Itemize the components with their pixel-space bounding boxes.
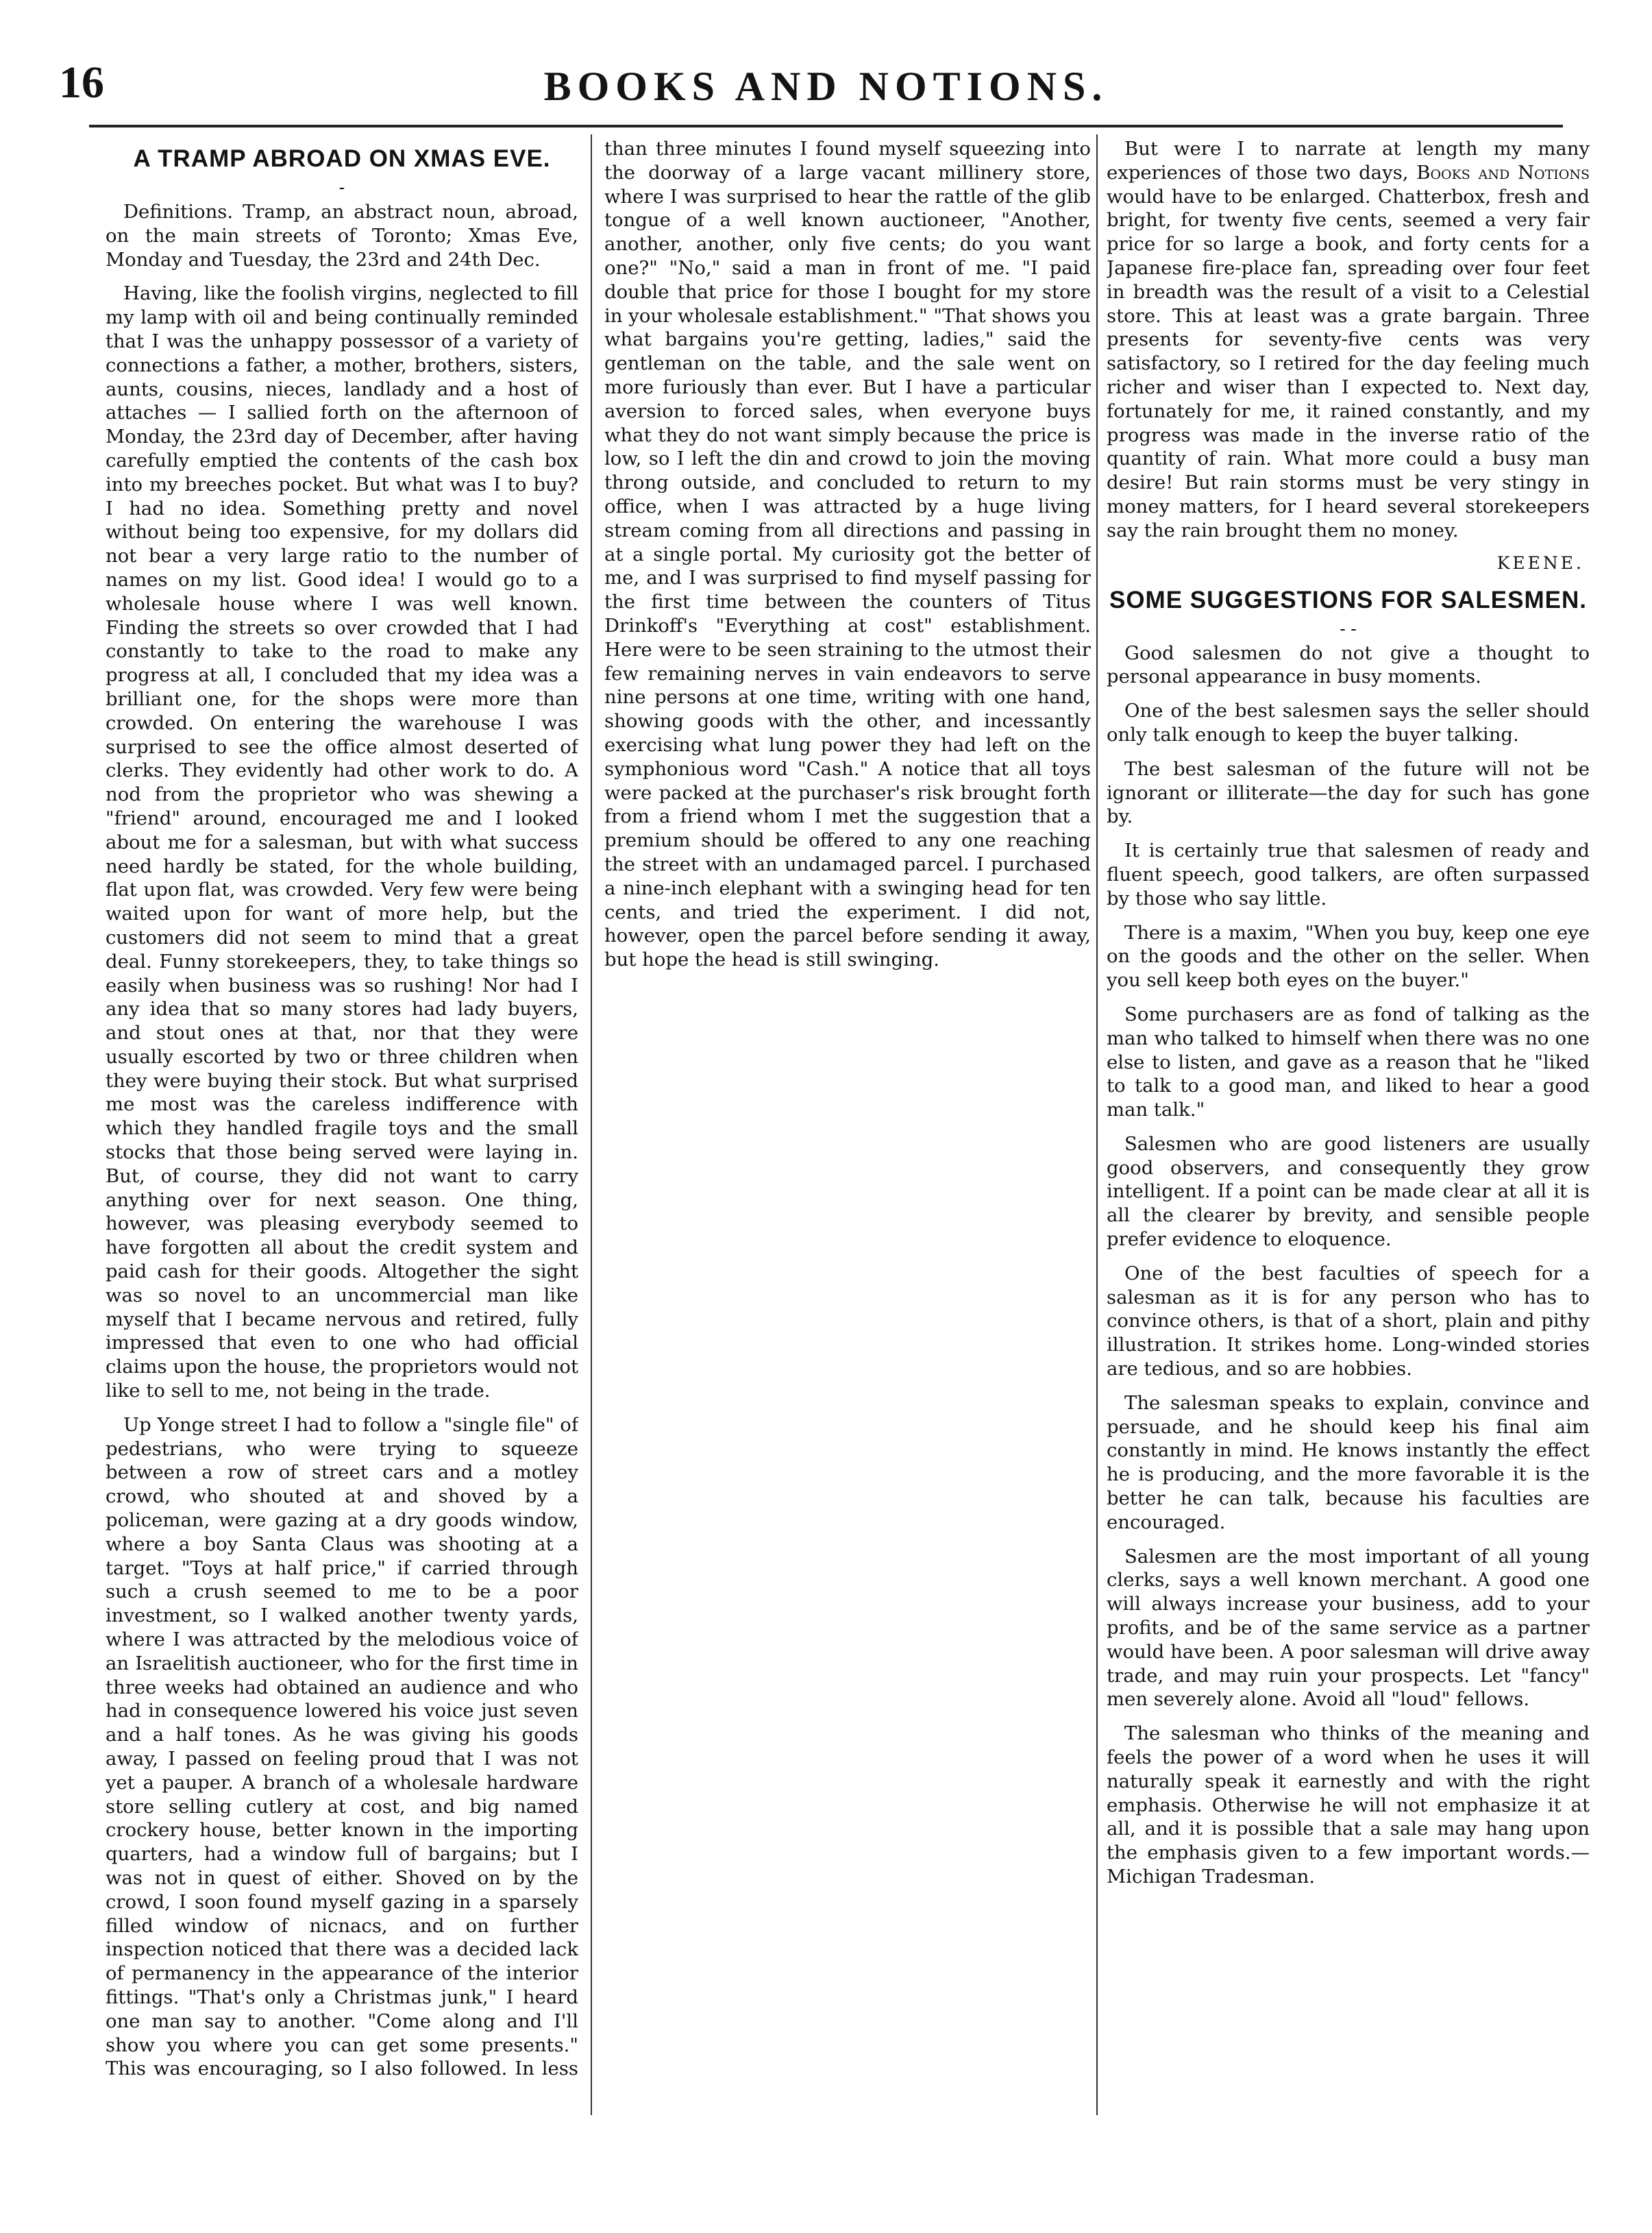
article-paragraph: One of the best salesmen says the seller should only talk enough to keep the buyer talking. xyxy=(1107,700,1590,746)
column-2 xyxy=(604,137,1091,2111)
article-paragraph: Having, like the foolish virgins, neglected to fill my lamp with oil and being continually reminded that I was the unhappy possessor of a variety of connections a father, a mother, brothers, sisters, aunts, cousins, nieces, landlady and a host of attaches — I sallied forth on the afternoon of Monday, the 23rd day of December, after having carefully emptied the contents of the cash box into my breeches pocket. But what was I to buy? I had no idea. Something pretty and novel without being too expensive, for my dollars did not bear a very large ratio to the number of names on my list. Good idea! I would go to a wholesale house where I was well known. Finding the streets so over crowded that I had constantly to take to the road to make any progress at all, I concluded that my idea was a brilliant one, for the shops were more than crowded. On entering the warehouse I was surprised to see the office almost deserted of clerks. They evidently had other work to do. A nod from the proprietor who was shewing a "friend" around, encouraged me and I looked about me for a salesman, but with what success need hardly be stated, for the whole building, flat upon flat, was crowded. Very few were being waited upon for want of more help, but the customers did not seem to mind that a great deal. Funny storekeepers, they, to take things so easily when business was so rushing! Nor had I any idea that so many stores had lady buyers, and stout ones at that, nor that they were usually escorted by two or three children when they were buying their stock. But what surprised me most was the careless indifference with which they handled fragile toys and the small stocks that those being served were laying in. But, of course, they did not want to carry anything over for next season. One thing, however, was pleasing everybody seemed to have forgotten all about the credit system and paid cash for their goods. Altogether the sight was so novel to an uncommercial man like myself that I became nervous and retired, fully impressed that even to one who had official claims upon the house, the proprietors would not like to sell to me, not being in the trade. xyxy=(106,282,578,1402)
column-divider xyxy=(1096,134,1098,2115)
title-dash: - xyxy=(338,177,345,197)
article-paragraph-continued: Up Yonge street I had to follow a "single file" of pedestrians, who were trying to squeeze between a row of street cars and a motley crowd, who shouted at and shoved by a policeman, were gazing at a dry goods window, where a boy Santa Claus was shooting at a target. "Toys at half price," if carried through such a crush seemed to me to be a poor investment, so I walked another twenty yards, where I was attracted by the melodious voice of an Israelitish auctioneer, who for the first time in three weeks had obtained an audience and who had in consequence lowered his voice just seven and a half tones. As he was giving his goods away, I passed on feeling proud that I was not yet a pauper. A branch of a wholesale hardware store selling cutlery at cost, and big named crockery house, better known in the importing quarters, had a window full of bargains; but I was not in quest of either. Shoved on by the crowd, I soon found myself gazing in a sparsely filled window of nicnacs, and on further inspection noticed that there was a decided lack of permanency in the appearance of the interior fittings. "That's only a Christmas junk," I heard one man say to another. "Come along and I'll show you where you can get some presents." This was encouraging, so I also followed. In less xyxy=(106,1413,578,2080)
closing-text-start: But were I to narrate at length my many experiences of those two days, xyxy=(1107,138,1590,184)
column-1 xyxy=(106,137,578,2111)
article-paragraph: Definitions. Tramp, an abstract noun, abroad, on the main streets of Toronto; Xmas Eve, Monday and Tuesday, the 23rd and 24th Dec. xyxy=(106,201,578,271)
article-paragraph-continuation: than three minutes I found myself squeezing into the doorway of a large vacant millinery store, where I was surprised to hear the rattle of the glib tongue of a well known auctioneer, "Another, another, another, only five cents; do you want one?" "No," said a man in front of me. "I paid double that price for those I bought for my store in your wholesale establishment." "That shows you what bargains you're getting, ladies," said the gentleman on the table, and the sale went on more furiously than ever. But I have a particular aversion to forced sales, when everyone buys what they do not want simply because the price is low, so I left the din and crowd to join the moving throng outside, and concluded to return to my office, when I was attracted by a huge living stream coming from all directions and passing in at a single portal. My curiosity got the better of me, and I was surprised to find myself passing for the first time between the counters of Titus Drinkoff's "Everything at cost" establishment. Here were to be seen straining to the utmost their few remaining nerves in vain endeavors to serve nine persons at one time, writing with one hand, showing goods with the other, and incessantly exercising what lung power they had left on the symphonious word "Cash." A notice that all toys were packed at the purchaser's risk brought forth from a friend whom I met the suggestion that a premium should be offered to any one reaching the street with an undamaged parcel. I purchased a nine-inch elephant with a swinging head for ten cents, and tried the experiment. I did not, however, open the parcel before sending it away, but hope the head is still swinging. xyxy=(604,138,1091,971)
title-dash: - - xyxy=(1340,618,1357,639)
page-number: 16 xyxy=(59,58,104,108)
closing-text-end: would have to be enlarged. Chatterbox, fresh and bright, for twenty five cents, seemed a very fair price for so large a book, and forty cents for a Japanese fire-place fan, spreading over four feet in breadth was the result of a visit to a Celestial store. This at least was a grate bargain. Three presents for seventy-five cents was very satisfactory, so I retired for the day feeling much richer and wiser than I expected to. Next day, fortunately for me, it rained constantly, and my progress was made in the inverse ratio of the quantity of rain. What more could a busy man desire! But rain storms must be very stingy in money matters, for I heard several storekeepers say the rain brought them no money. xyxy=(1107,185,1590,541)
article-paragraph: Good salesmen do not give a thought to personal appearance in busy moments. xyxy=(1107,642,1590,688)
column-3 xyxy=(1107,137,1590,2111)
masthead: BOOKS AND NOTIONS. xyxy=(543,64,1109,109)
article-paragraph: The salesman speaks to explain, convince and persuade, and he should keep his final aim constantly in mind. He knows instantly the effect he is producing, and the more favorable it is the better he can talk, because his faculties are encouraged. xyxy=(1107,1391,1590,1533)
article-paragraph: Salesmen are the most important of all young clerks, says a well known merchant. A good one will always increase your business, add to your profits, and be of the same service as a partner would have been. A poor salesman will drive away trade, and may ruin your prospects. Let "fancy" men severely alone. Avoid all "loud" fellows. xyxy=(1107,1545,1590,1711)
article-title: A TRAMP ABROAD ON XMAS EVE. xyxy=(133,145,551,172)
article-paragraph: The salesman who thinks of the meaning and feels the power of a word when he uses it will naturally speak it earnestly and with the right emphasis. Otherwise he will not emphasize it at all, and it is possible that a sale may hang upon the emphasis given to a few important words.—Michigan Tradesman. xyxy=(1107,1722,1590,1888)
author-signature: KEENE. xyxy=(1496,552,1584,573)
article-paragraph: Some purchasers are as fond of talking as the man who talked to himself when there was no one else to listen, and gave as a reason that he "liked to talk to a good man, and liked to hear a good man talk." xyxy=(1107,1003,1590,1121)
article-title: SOME SUGGESTIONS FOR SALESMEN. xyxy=(1109,586,1588,613)
article-closing-paragraph xyxy=(1107,137,1590,543)
column-divider xyxy=(591,134,592,2115)
article-paragraph: It is certainly true that salesmen of ready and fluent speech, good talkers, are often surpassed by those who say little. xyxy=(1107,840,1590,910)
article-paragraph: Salesmen who are good listeners are usually good observers, and consequently they grow intelligent. If a point can be made clear at all it is all the clearer by brevity, and sensible people prefer evidence to eloquence. xyxy=(1107,1132,1590,1251)
article-paragraph: There is a maxim, "When you buy, keep one eye on the goods and the other on the seller. When you sell keep both eyes on the buyer." xyxy=(1107,921,1590,992)
publication-name: Books and Notions xyxy=(1416,161,1590,184)
article-paragraph: The best salesman of the future will not be ignorant or illiterate—the day for such has gone by. xyxy=(1107,757,1590,828)
article-paragraph: One of the best faculties of speech for a salesman as it is for any person who has to convince others, is that of a short, plain and pithy illustration. It strikes home. Long-winded stories are tedious, and so are hobbies. xyxy=(1107,1262,1590,1380)
header-rule xyxy=(89,125,1563,127)
